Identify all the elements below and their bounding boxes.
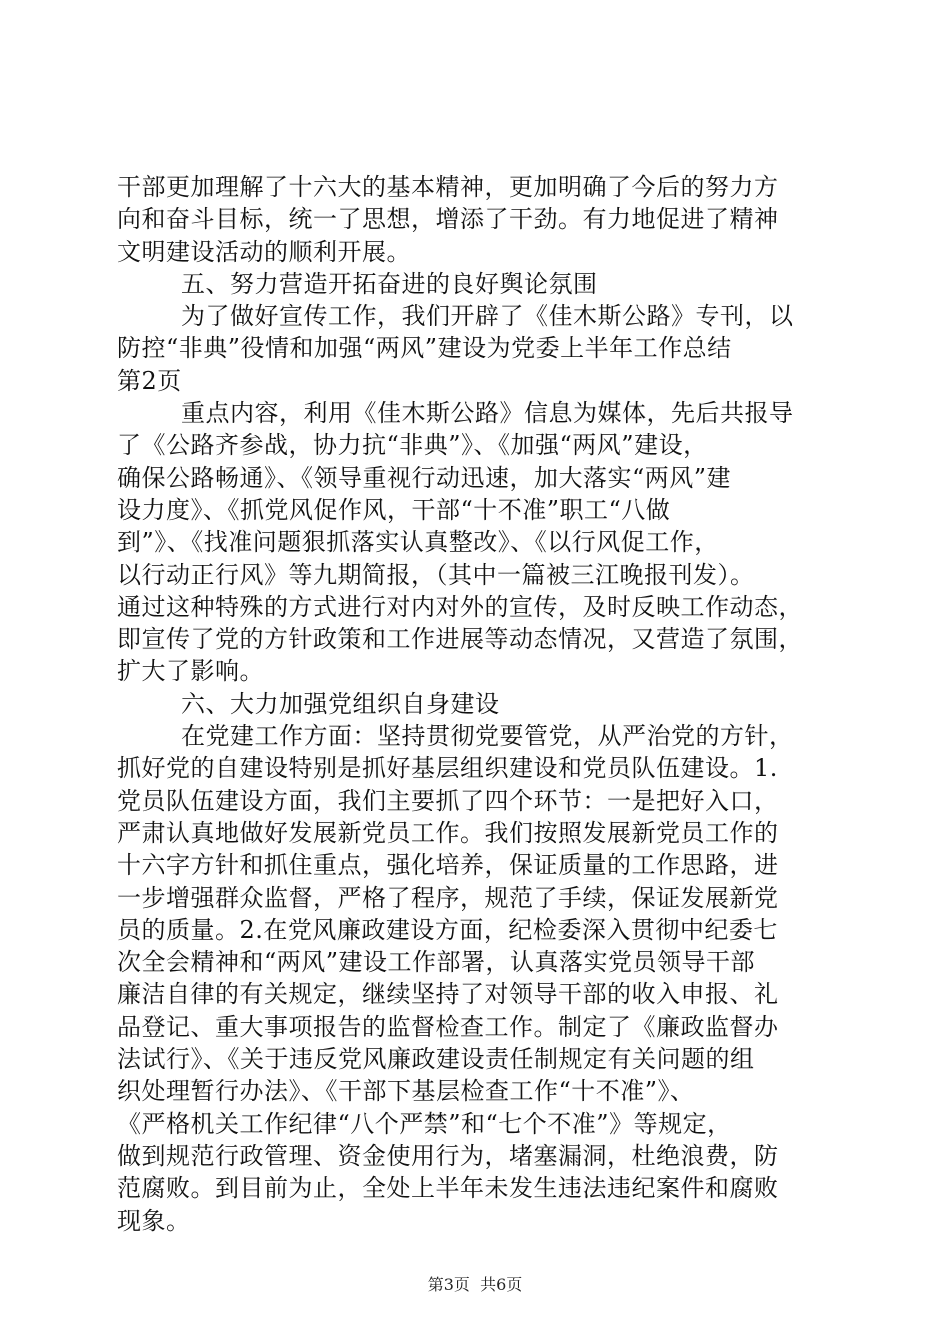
text-line: 设力度》、《抓党风促作风，干部“十不准”职工“八做 (117, 495, 671, 524)
document-body (117, 171, 837, 1237)
text-line: 做到规范行政管理、资金使用行为，堵塞漏洞，杜绝浪费，防 (117, 1141, 779, 1170)
text-line: 了《公路齐参战，协力抗“非典”》、《加强“两风”建设， (117, 431, 708, 460)
text-line: 扩大了影响。 (117, 657, 264, 686)
text-line: 为了做好宣传工作，我们开辟了《佳木斯公路》专刊，以 (181, 302, 794, 331)
text-line: 防控“非典”役情和加强“两风”建设为党委上半年工作总结 (117, 334, 732, 363)
text-line: 十六字方针和抓住重点，强化培养，保证质量的工作思路，进 (117, 851, 779, 880)
page-footer: 第3页 共6页 (427, 1275, 523, 1294)
text-line: 《严格机关工作纪律“八个严禁”和“七个不准”》等规定， (117, 1109, 732, 1138)
text-line: 员的质量。2.在党风廉政建设方面，纪检委深入贯彻中纪委七 (117, 915, 778, 944)
text-line: 抓好党的自建设特别是抓好基层组织建设和党员队伍建设。1. (117, 754, 778, 783)
text-line: 六、大力加强党组织自身建设 (181, 689, 500, 718)
text-line: 一步增强群众监督，严格了程序，规范了手续，保证发展新党 (117, 883, 779, 912)
text-line: 法试行》、《关于违反党风廉政建设责任制规定有关问题的组 (117, 1045, 755, 1074)
text-line: 干部更加理解了十六大的基本精神，更加明确了今后的努力方 (117, 173, 779, 201)
text-line: 文明建设活动的顺利开展。 (117, 237, 411, 266)
text-line: 品登记、重大事项报告的监督检查工作。制定了《廉政监督办 (117, 1012, 779, 1041)
text-line: 五、努力营造开拓奋进的良好舆论氛围 (181, 269, 598, 298)
text-line: 廉洁自律的有关规定，继续坚持了对领导干部的收入申报、礼 (117, 980, 779, 1009)
text-line: 次全会精神和“两风”建设工作部署，认真落实党员领导干部 (117, 948, 756, 977)
text-line: 向和奋斗目标，统一了思想，增添了干劲。有力地促进了精神 (117, 205, 779, 234)
text-line: 在党建工作方面：坚持贯彻党要管党，从严治党的方针， (181, 722, 794, 751)
text-line: 重点内容，利用《佳木斯公路》信息为媒体，先后共报导 (181, 399, 794, 428)
text-line: 党员队伍建设方面，我们主要抓了四个环节：一是把好入口， (117, 786, 779, 815)
text-line: 确保公路畅通》、《领导重视行动迅速，加大落实“两风”建 (117, 463, 732, 492)
text-line: 范腐败。到目前为止，全处上半年未发生违法违纪案件和腐败 (117, 1174, 779, 1203)
text-line: 织处理暂行办法》、《干部下基层检查工作“十不准”》、 (117, 1077, 695, 1106)
text-line: 现象。 (117, 1206, 191, 1235)
text-line: 以行动正行风》等九期简报，（其中一篇被三江晚报刊发）。 (117, 560, 755, 589)
text-line: 通过这种特殊的方式进行对内对外的宣传，及时反映工作动态， (117, 592, 803, 621)
text-line: 严肃认真地做好发展新党员工作。我们按照发展新党员工作的 (117, 818, 779, 847)
text-line: 到”》、《找准问题狠抓落实认真整改》、《以行风促工作， (117, 528, 719, 557)
text-line: 即宣传了党的方针政策和工作进展等动态情况，又营造了氛围， (117, 625, 803, 654)
text-line: 第2页 (117, 366, 182, 395)
